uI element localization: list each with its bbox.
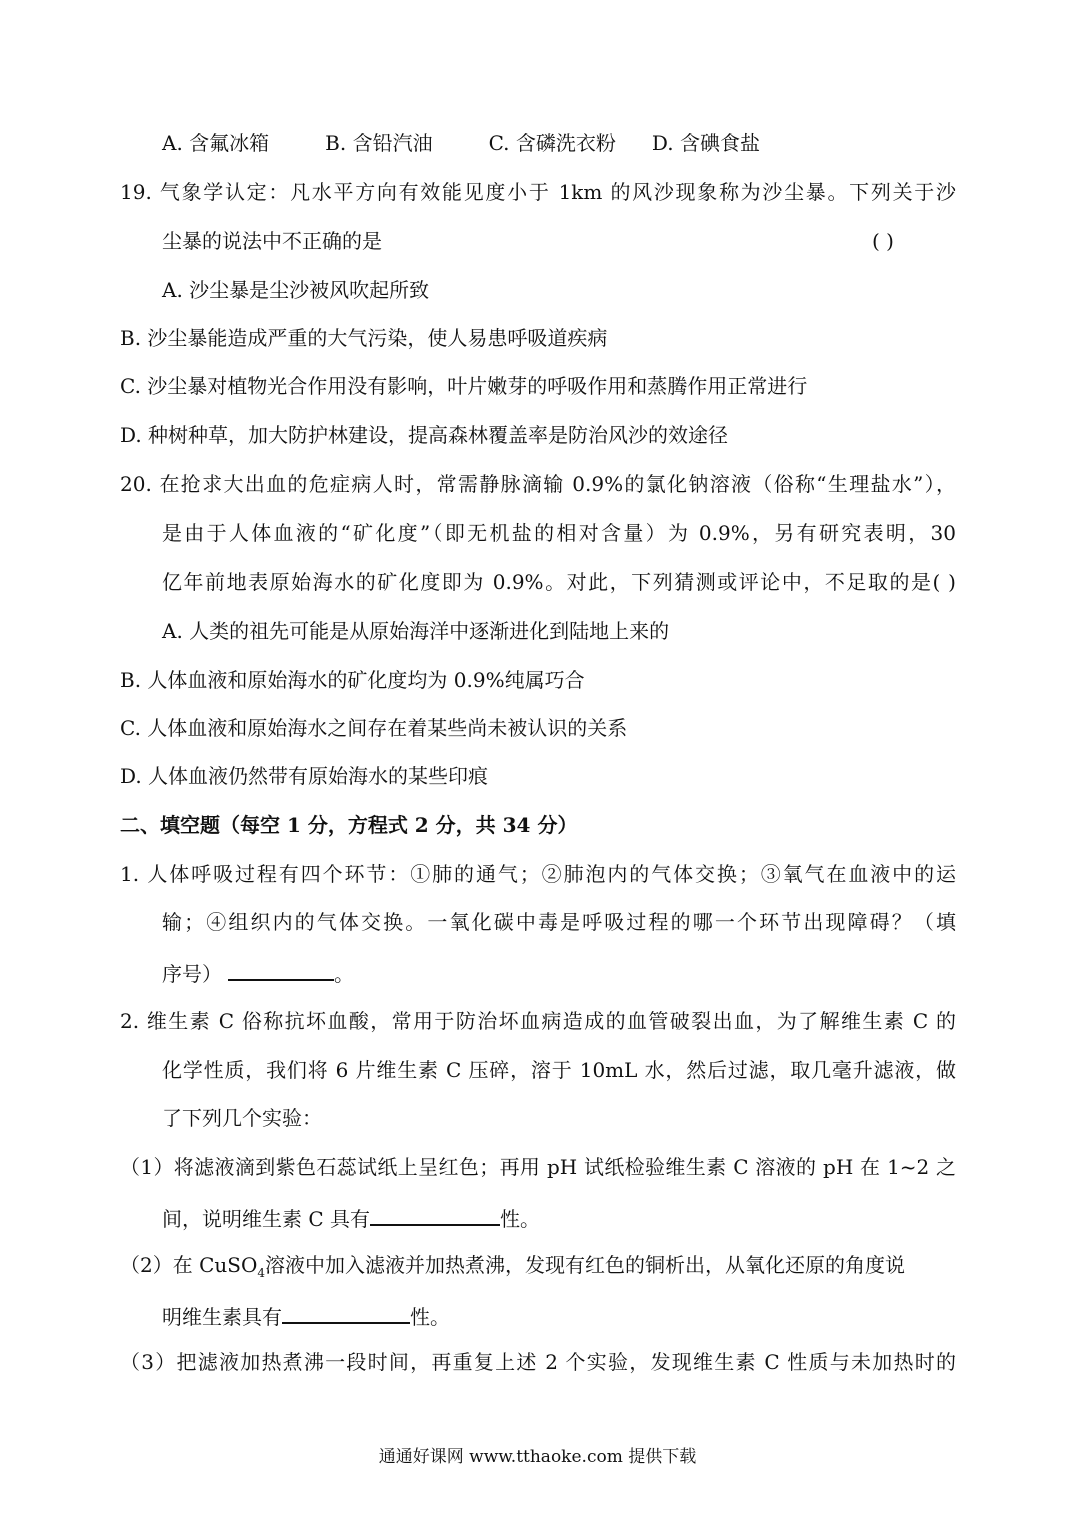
fill2-sub2-line2-suffix: 性。 xyxy=(410,1305,450,1329)
q20-stem-line1: 20. 在抢求大出血的危症病人时，常需静脉滴输 0.9%的氯化钠溶液（俗称“生理盐水”）， xyxy=(120,472,956,496)
q19-stem-line1: 19. 气象学认定：凡水平方向有效能见度小于 1km 的风沙现象称为沙尘暴。下列关于沙 xyxy=(120,180,956,204)
q20-stem-line2: 是由于人体血液的“矿化度”（即无机盐的相对含量）为 0.9%，另有研究表明，30 xyxy=(162,521,956,545)
q19-option-a: A. 沙尘暴是尘沙被风吹起所致 xyxy=(162,278,430,302)
section-heading: 二、填空题（每空 1 分，方程式 2 分，共 34 分） xyxy=(120,813,578,837)
q19-option-c: C. 沙尘暴对植物光合作用没有影响，叶片嫩芽的呼吸作用和蒸腾作用正常进行 xyxy=(120,374,808,398)
fill1-line3-suffix: 。 xyxy=(334,962,354,986)
fill2-sub1-suffix: 性。 xyxy=(500,1207,541,1231)
fill2-line3: 了下列几个实验： xyxy=(162,1106,322,1130)
q19-option-b: B. 沙尘暴能造成严重的大气污染，使人易患呼吸道疾病 xyxy=(120,326,608,350)
q20-option-b: B. 人体血液和原始海水的矿化度均为 0.9%纯属巧合 xyxy=(120,668,585,692)
fill2-line1: 2. 维生素 C 俗称抗坏血酸，常用于防治坏血病造成的血管破裂出血，为了解维生素 C 的 xyxy=(120,1009,956,1033)
fill2-sub2-answer-blank[interactable] xyxy=(282,1302,410,1324)
fill1-line2: 输；④组织内的气体交换。一氧化碳中毒是呼吸过程的哪一个环节出现障碍？（填 xyxy=(162,910,956,934)
q18-option-a: A. 含氟冰箱 xyxy=(162,131,270,155)
q19-answer-paren: ( ) xyxy=(872,229,894,253)
fill2-sub1-line2 xyxy=(162,1204,540,1231)
fill1-answer-blank[interactable] xyxy=(228,959,334,981)
fill2-sub1-answer-blank[interactable] xyxy=(370,1204,500,1226)
fill2-sub2-line1 xyxy=(120,1253,905,1285)
fill2-sub2-line2 xyxy=(162,1302,450,1329)
fill1-line3-prefix: 序号） xyxy=(162,962,222,986)
q18-options xyxy=(162,131,760,155)
page-footer: 通通好课网 www.tthaoke.com 提供下载 xyxy=(378,1447,697,1467)
fill1-line1: 1. 人体呼吸过程有四个环节：①肺的通气；②肺泡内的气体交换；③氧气在血液中的运 xyxy=(120,862,956,886)
q18-option-b: B. 含铅汽油 xyxy=(325,131,433,155)
fill2-sub2-prefix: （2）在 CuSO xyxy=(120,1253,258,1277)
fill2-sub2-subscript: 4 xyxy=(257,1266,266,1280)
q19-option-d: D. 种树种草，加大防护林建设，提高森林覆盖率是防治风沙的效途径 xyxy=(120,423,729,447)
q20-option-c: C. 人体血液和原始海水之间存在着某些尚未被认识的关系 xyxy=(120,716,628,740)
q19-stem-line2: 尘暴的说法中不正确的是 xyxy=(162,229,382,253)
fill2-sub3-line1: （3）把滤液加热煮沸一段时间，再重复上述 2 个实验，发现维生素 C 性质与未加热时的 xyxy=(120,1350,956,1374)
fill2-sub2-line2-prefix: 明维生素具有 xyxy=(162,1305,282,1329)
fill1-line3 xyxy=(162,959,354,986)
q20-option-d: D. 人体血液仍然带有原始海水的某些印痕 xyxy=(120,764,489,788)
q20-option-a: A. 人类的祖先可能是从原始海洋中逐渐进化到陆地上来的 xyxy=(162,619,670,643)
fill2-line2: 化学性质，我们将 6 片维生素 C 压碎，溶于 10mL 水，然后过滤，取几毫升滤液，做 xyxy=(162,1058,956,1082)
fill2-sub1-prefix: 间，说明维生素 C 具有 xyxy=(162,1207,371,1231)
q18-option-d: D. 含碘食盐 xyxy=(651,131,760,155)
q18-option-c: C. 含磷洗衣粉 xyxy=(488,131,616,155)
q20-stem-line3: 亿年前地表原始海水的矿化度即为 0.9%。对此，下列猜测或评论中，不足取的是( ) xyxy=(162,570,956,594)
fill2-sub2-suffix: 溶液中加入滤液并加热煮沸，发现有红色的铜析出，从氧化还原的角度说 xyxy=(265,1253,906,1277)
fill2-sub1-line1: （1）将滤液滴到紫色石蕊试纸上呈红色；再用 pH 试纸检验维生素 C 溶液的 pH 在 1~2 之 xyxy=(120,1155,956,1179)
